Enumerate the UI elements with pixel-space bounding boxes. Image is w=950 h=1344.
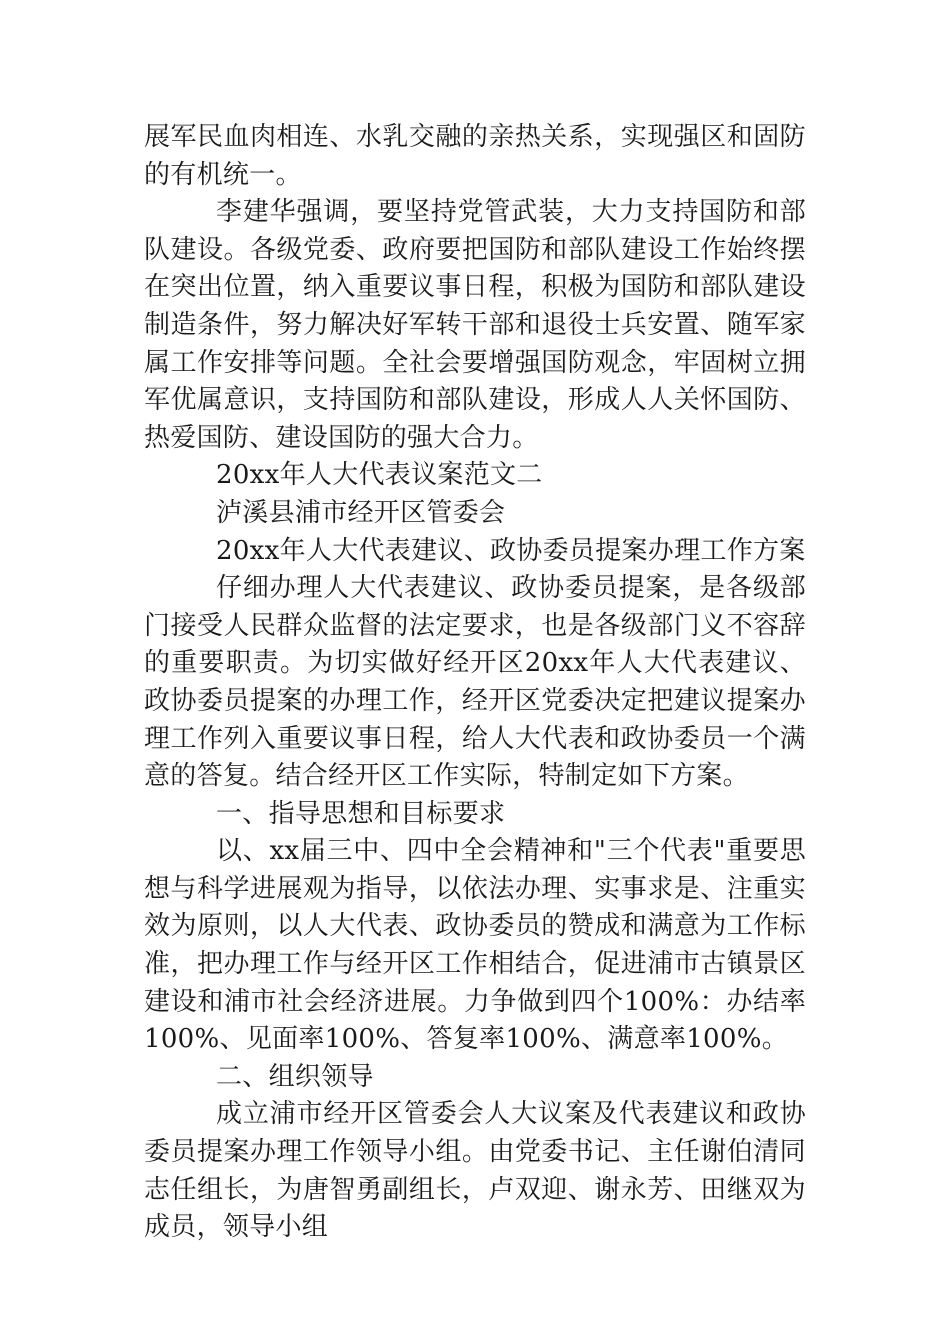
- paragraph-2: 李建华强调，要坚持党管武装，大力支持国防和部队建设。各级党委、政府要把国防和部队建设工作始终摆在突出位置，纳入重要议事日程，积极为国防和部队建设制造条件，努力解决好军转干部和退役士兵安置、随军家属工作安排等问题。全社会要增强国防观念，牢固树立拥军优属意识，支持国防和部队建设，形成人人关怀国防、热爱国防、建设国防的强大合力。: [144, 197, 806, 453]
- document-plan-title: 20xx年人大代表建议、政协委员提案办理工作方案: [216, 535, 806, 566]
- section-heading-2: 二、组织领导: [216, 1061, 374, 1092]
- document-heading-title: 20xx年人大代表议案范文二: [216, 460, 543, 491]
- section-heading-1: 一、指导思想和目标要求: [216, 798, 506, 829]
- paragraph-section-2: 成立浦市经开区管委会人大议案及代表建议和政协委员提案办理工作领导小组。由党委书记、主任谢伯清同志任组长，为唐智勇副组长，卢双迎、谢永芳、田继双为成员，领导小组: [144, 1099, 806, 1243]
- document-issuer: 泸溪县浦市经开区管委会: [216, 497, 506, 528]
- document-body: [144, 119, 806, 1247]
- paragraph-intro: 仔细办理人大代表建议、政协委员提案，是各级部门接受人民群众监督的法定要求，也是各级部门义不容辞的重要职责。为切实做好经开区20xx年人大代表建议、政协委员提案的办理工作，经开区党委决定把建议提案办理工作列入重要议事日程，给人大代表和政协委员一个满意的答复。结合经开区工作实际，特制定如下方案。: [144, 573, 806, 792]
- paragraph-section-1: 以、xx届三中、四中全会精神和"三个代表"重要思想与科学进展观为指导，以依法办理、实事求是、注重实效为原则，以人大代表、政协委员的赞成和满意为工作标准，把办理工作与经开区工作相结合，促进浦市古镇景区建设和浦市社会经济进展。力争做到四个100%：办结率100%、见面率100%、答复率100%、满意率100%。: [144, 836, 806, 1055]
- paragraph-1: 展军民血肉相连、水乳交融的亲热关系，实现强区和固防的有机统一。: [144, 122, 806, 190]
